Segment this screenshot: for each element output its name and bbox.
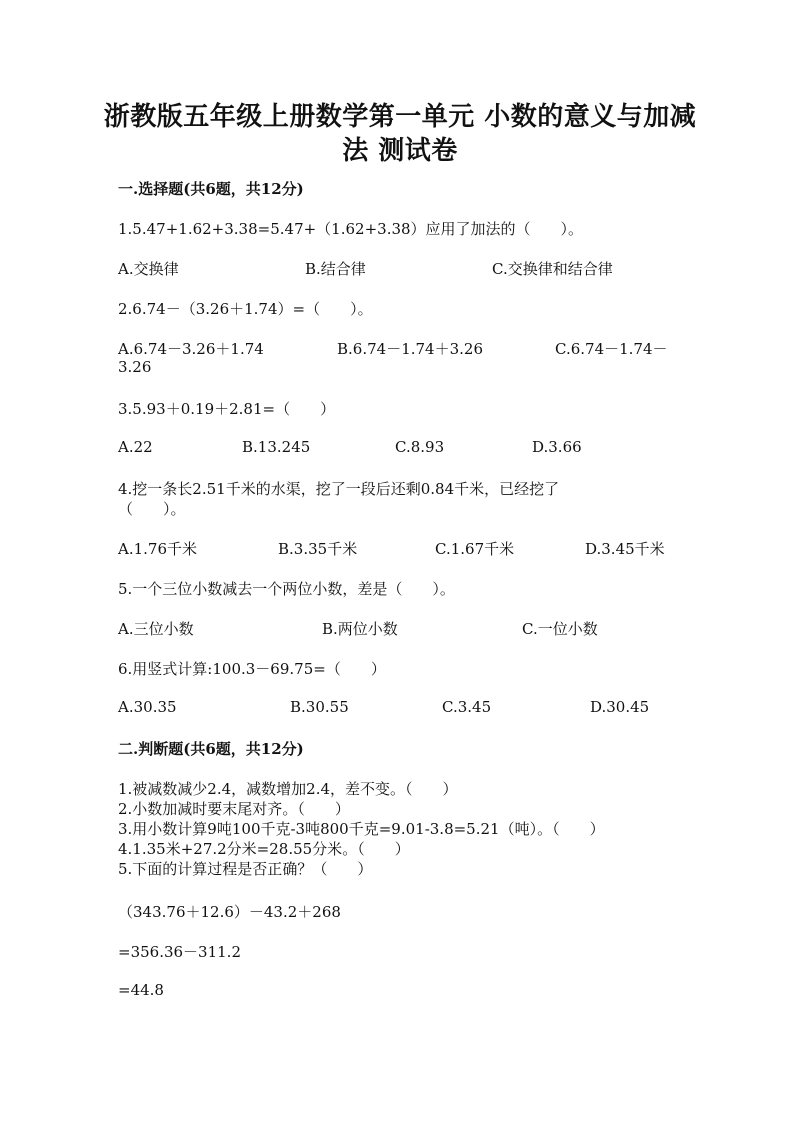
option: A.1.76千米 — [118, 540, 197, 558]
option: B.结合律 — [305, 260, 366, 278]
option: A.6.74－3.26＋1.74 — [118, 340, 264, 358]
option: A.交换律 — [118, 260, 179, 278]
judgment-item: 1.被减数减少2.4，减数增加2.4，差不变。（ ） — [118, 780, 458, 798]
question-stem: 1.5.47+1.62+3.38=5.47+（1.62+3.38）应用了加法的（ ）。 — [118, 220, 584, 238]
option: C.交换律和结合律 — [492, 260, 613, 278]
question-stem: 6.用竖式计算:100.3－69.75=（ ） — [118, 660, 386, 678]
judgment-item: 2.小数加减时要末尾对齐。（ ） — [118, 800, 350, 818]
option-continuation: 3.26 — [118, 358, 152, 376]
section-heading-choice: 一.选择题(共6题，共12分) — [118, 180, 304, 198]
option: A.30.35 — [118, 698, 177, 716]
option: B.6.74－1.74＋3.26 — [337, 340, 483, 358]
question-stem: 5.一个三位小数减去一个两位小数，差是（ ）。 — [118, 580, 455, 598]
judgment-item: 4.1.35米+27.2分米=28.55分米。（ ） — [118, 840, 410, 858]
calc-step: =356.36－311.2 — [118, 943, 241, 961]
page-title: 浙教版五年级上册数学第一单元 小数的意义与加减 — [103, 102, 697, 132]
section-heading-judgment: 二.判断题(共6题，共12分) — [118, 740, 304, 758]
option: C.1.67千米 — [435, 540, 515, 558]
option: B.13.245 — [242, 438, 311, 456]
calc-step: =44.8 — [118, 981, 164, 999]
option: C.3.45 — [442, 698, 492, 716]
option: D.3.66 — [532, 438, 582, 456]
judgment-item: 3.用小数计算9吨100千克-3吨800千克=9.01-3.8=5.21（吨）。（ ） — [118, 820, 605, 838]
option: C.8.93 — [395, 438, 445, 456]
option: B.两位小数 — [322, 620, 398, 638]
option: A.22 — [118, 438, 153, 456]
question-stem: 4.挖一条长2.51千米的水渠，挖了一段后还剩0.84千米，已经挖了 — [118, 480, 560, 498]
page-title-continued: 法 测试卷 — [342, 136, 458, 166]
calc-step: （343.76＋12.6）－43.2＋268 — [118, 903, 341, 921]
judgment-item: 5.下面的计算过程是否正确？（ ） — [118, 860, 373, 878]
option: C.一位小数 — [522, 620, 598, 638]
question-stem-continuation: （ ）。 — [118, 500, 186, 518]
option: A.三位小数 — [118, 620, 194, 638]
question-stem: 3.5.93＋0.19＋2.81=（ ） — [118, 400, 336, 418]
option: C.6.74－1.74－ — [555, 340, 668, 358]
option: D.30.45 — [590, 698, 650, 716]
option: B.3.35千米 — [278, 540, 358, 558]
option: D.3.45千米 — [585, 540, 665, 558]
option: B.30.55 — [290, 698, 349, 716]
question-stem: 2.6.74－（3.26＋1.74）=（ ）。 — [118, 300, 373, 318]
